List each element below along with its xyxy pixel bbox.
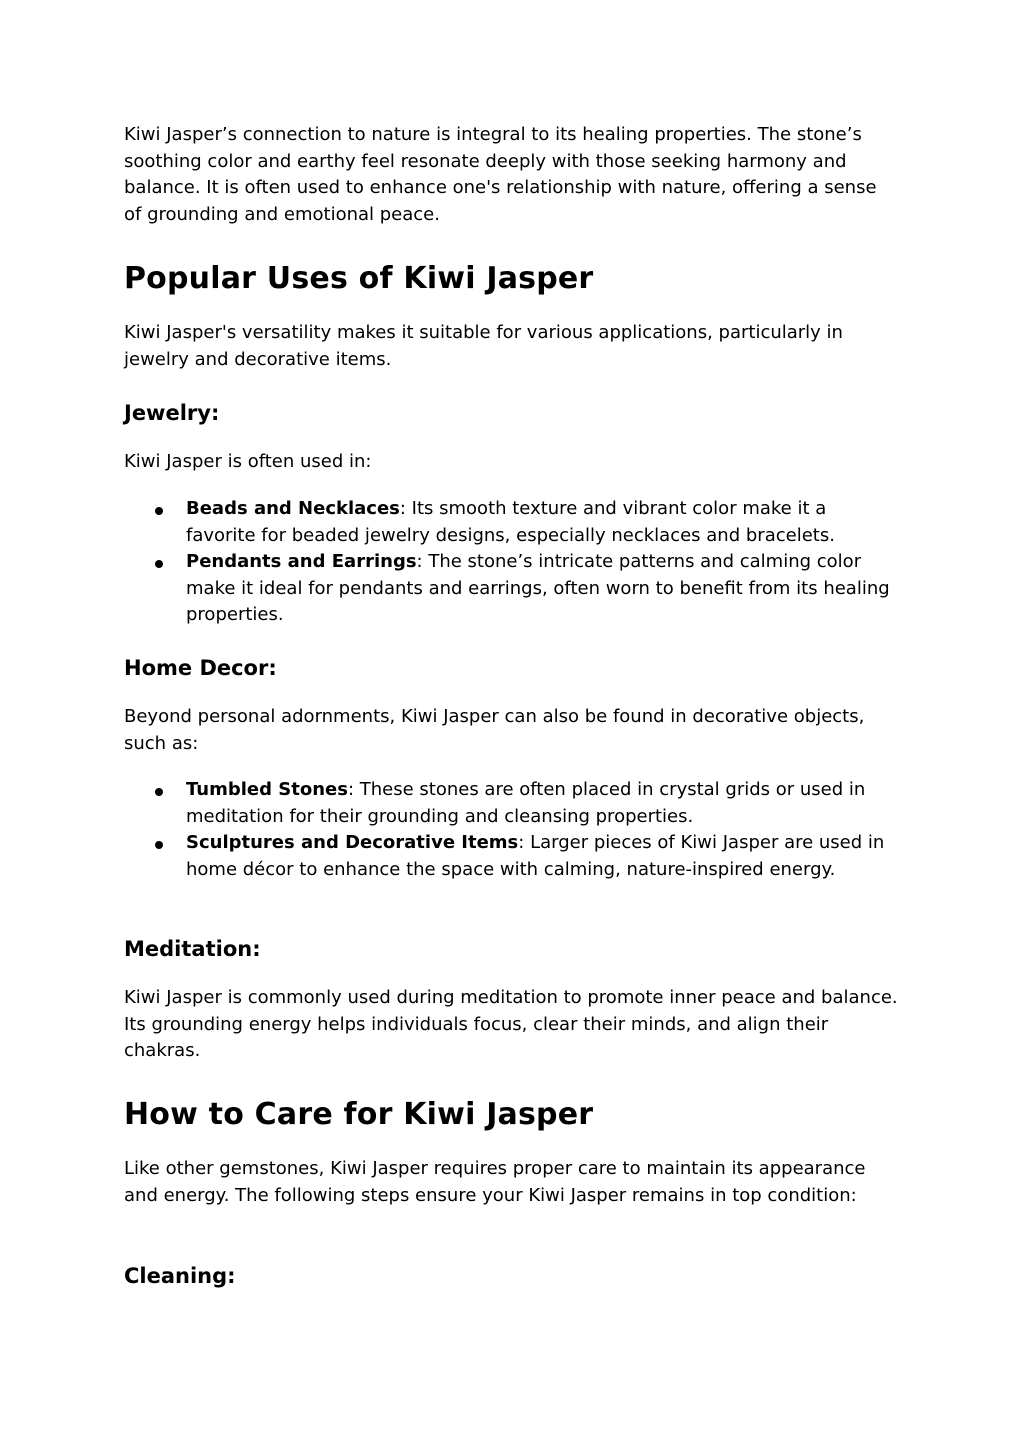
home-decor-intro-paragraph: Beyond personal adornments, Kiwi Jasper can also be found in decorative objects, such as: [124,706,865,754]
list-item-term: Beads and Necklaces [186,498,400,519]
intro-paragraph: Kiwi Jasper’s connection to nature is integral to its healing properties. The stone’s soothing color and earthy feel resonate deeply with those seeking harmony and balance. It is often used to enhance one's relationship with nature, offering a sense of grounding and emotional peace. [124,124,877,225]
list-item-term: Pendants and Earrings [186,551,417,572]
list-item-text: : The stone’s intricate patterns and calming color make it ideal for pendants and earrings, often worn to benefit from its healing properties. [186,551,890,625]
uses-intro-paragraph: Kiwi Jasper's versatility makes it suitable for various applications, particularly in jewelry and decorative items. [124,322,843,370]
bullet-icon [155,841,163,849]
list-item [124,549,899,629]
list-item-term: Sculptures and Decorative Items [186,832,519,853]
bullet-icon [155,560,163,568]
meditation-heading: Meditation: [124,937,261,961]
list-item-term: Tumbled Stones [186,779,348,800]
bullet-icon [155,507,163,515]
meditation-paragraph: Kiwi Jasper is commonly used during meditation to promote inner peace and balance. Its grounding energy helps individuals focus, clear their minds, and align their chakras. [124,987,898,1061]
list-item-text: : Its smooth texture and vibrant color make it a favorite for beaded jewelry designs, especially necklaces and bracelets. [186,498,835,546]
uses-heading: Popular Uses of Kiwi Jasper [124,261,594,296]
care-intro-paragraph: Like other gemstones, Kiwi Jasper requires proper care to maintain its appearance and energy. The following steps ensure your Kiwi Jasper remains in top condition: [124,1158,866,1206]
list-item [124,777,899,830]
care-heading: How to Care for Kiwi Jasper [124,1097,594,1132]
jewelry-intro-paragraph: Kiwi Jasper is often used in: [124,451,372,472]
home-decor-heading: Home Decor: [124,656,277,680]
jewelry-heading: Jewelry: [124,401,220,425]
home-decor-list [124,777,899,883]
list-item [124,496,899,549]
cleaning-heading: Cleaning: [124,1264,236,1288]
list-item [124,830,899,883]
jewelry-list [124,496,899,629]
bullet-icon [155,788,163,796]
list-item-text: : These stones are often placed in crystal grids or used in meditation for their grounding and cleansing properties. [186,779,866,827]
list-item-text: : Larger pieces of Kiwi Jasper are used in home décor to enhance the space with calming, nature-inspired energy. [186,832,885,880]
